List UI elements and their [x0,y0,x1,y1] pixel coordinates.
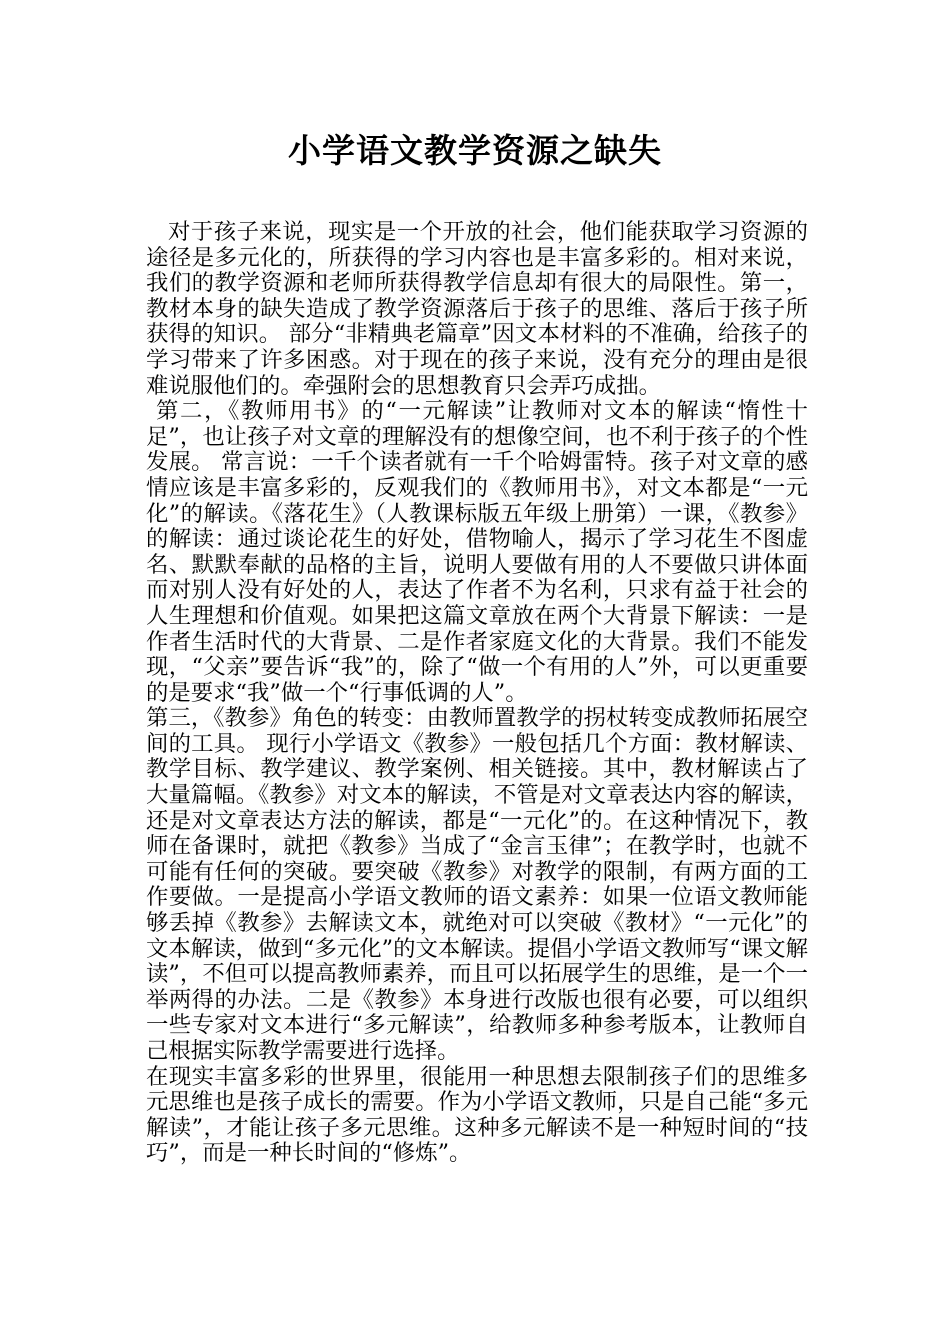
paragraph-2: 第二，《教师用书》的“一元解读”让教师对文本的解读“惰性十足”，也让孩子对文章的理解没有的想像空间，也不利于孩子的个性发展。 常言说：一千个读者就有一千个哈姆雷特。孩子对文章的感情应该是丰富多彩的，反观我们的《教师用书》，对文本都是“一元化”的解读。《落花生》（人教课标版五年级上册第）一课，《教参》的解读：通过谈论花生的好处，借物喻人，揭示了学习花生不图虚名、默默奉献的品格的主旨，说明人要做有用的人不要做只讲体面而对别人没有好处的人，表达了作者不为名利，只求有益于社会的人生理想和价值观。如果把这篇文章放在两个大背景下解读：一是作者生活时代的大背景、二是作者家庭文化的大背景。我们不能发现，“父亲”要告诉“我”的，除了“做一个有用的人”外，可以更重要的是要求“我”做一个“行事低调的人”。 [146,398,808,706]
paragraph-3: 第三，《教参》角色的转变：由教师置教学的拐杖转变成教师拓展空间的工具。 现行小学语文《教参》一般包括几个方面：教材解读、教学目标、教学建议、教学案例、相关链接。其中，教材解读占了大量篇幅。《教参》对文本的解读，不管是对文章表达内容的解读，还是对文章表达方法的解读，都是“一元化”的。在这种情况下，教师在备课时，就把《教参》当成了“金言玉律”；在教学时，也就不可能有任何的突破。要突破《教参》对教学的限制，有两方面的工作要做。一是提高小学语文教师的语文素养：如果一位语文教师能够丢掉《教参》去解读文本，就绝对可以突破《教材》“一元化”的文本解读，做到“多元化”的文本解读。提倡小学语文教师写“课文解读”，不但可以提高教师素养，而且可以拓展学生的思维，是一个一举两得的办法。二是《教参》本身进行改版也很有必要，可以组织一些专家对文本进行“多元解读”，给教师多种参考版本，让教师自己根据实际教学需要进行选择。 [146,705,808,1064]
document-title: 小学语文教学资源之缺失 [288,131,662,170]
document-body [146,220,808,1167]
paragraph-1: 对于孩子来说，现实是一个开放的社会，他们能获取学习资源的途径是多元化的，所获得的学习内容也是丰富多彩的。相对来说，我们的教学资源和老师所获得教学信息却有很大的局限性。第一，教材本身的缺失造成了教学资源落后于孩子的思维、落后于孩子所获得的知识。 部分“非精典老篇章”因文本材料的不准确，给孩子的学习带来了许多困惑。对于现在的孩子来说，没有充分的理由是很难说服他们的。牵强附会的思想教育只会弄巧成拙。 [146,219,808,399]
paragraph-4: 在现实丰富多彩的世界里，很能用一种思想去限制孩子们的思维多元思维也是孩子成长的需要。作为小学语文教师，只是自己能“多元解读”，才能让孩子多元思维。这种多元解读不是一种短时间的“技巧”，而是一种长时间的“修炼”。 [146,1063,808,1167]
